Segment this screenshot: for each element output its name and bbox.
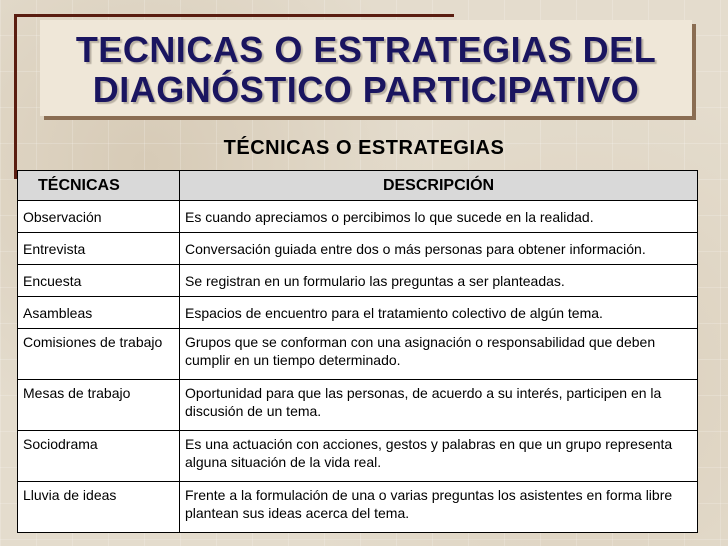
- table-row: [18, 431, 698, 482]
- description-cell: Se registran en un formulario las preguntas a ser planteadas.: [180, 265, 698, 297]
- description-cell: Frente a la formulación de una o varias preguntas los asistentes en forma libre plantean sus ideas acerca del tema.: [180, 482, 698, 533]
- table-row: [18, 380, 698, 431]
- table-row: [18, 297, 698, 329]
- title-box: [40, 20, 692, 116]
- description-cell: Es cuando apreciamos o percibimos lo que sucede en la realidad.: [180, 201, 698, 233]
- title-line-2: DIAGNÓSTICO PARTICIPATIVO: [92, 69, 640, 110]
- header-descripcion: DESCRIPCIÓN: [180, 171, 698, 201]
- technique-cell: Comisiones de trabajo: [18, 329, 180, 380]
- technique-cell: Sociodrama: [18, 431, 180, 482]
- table-row: [18, 233, 698, 265]
- technique-cell: Mesas de trabajo: [18, 380, 180, 431]
- header-tecnicas: TÉCNICAS: [18, 171, 180, 201]
- title-line-1: TECNICAS O ESTRATEGIAS DEL: [75, 29, 657, 70]
- techniques-table: [17, 170, 698, 533]
- table-row: [18, 329, 698, 380]
- slide-title: [40, 30, 692, 110]
- table-row: [18, 201, 698, 233]
- table-subtitle: TÉCNICAS O ESTRATEGIAS: [223, 137, 505, 159]
- description-cell: Conversación guiada entre dos o más personas para obtener información.: [180, 233, 698, 265]
- description-cell: Es una actuación con acciones, gestos y palabras en que un grupo representa alguna situación de la vida real.: [180, 431, 698, 482]
- technique-cell: Encuesta: [18, 265, 180, 297]
- table-row: [18, 265, 698, 297]
- description-cell: Espacios de encuentro para el tratamiento colectivo de algún tema.: [180, 297, 698, 329]
- table-header-row: [18, 171, 698, 201]
- technique-cell: Observación: [18, 201, 180, 233]
- table-row: [18, 482, 698, 533]
- description-cell: Grupos que se conforman con una asignación o responsabilidad que deben cumplir en un tiempo determinado.: [180, 329, 698, 380]
- technique-cell: Entrevista: [18, 233, 180, 265]
- description-cell: Oportunidad para que las personas, de acuerdo a su interés, participen en la discusión de un tema.: [180, 380, 698, 431]
- decorative-top-line: [14, 14, 454, 17]
- technique-cell: Lluvia de ideas: [18, 482, 180, 533]
- technique-cell: Asambleas: [18, 297, 180, 329]
